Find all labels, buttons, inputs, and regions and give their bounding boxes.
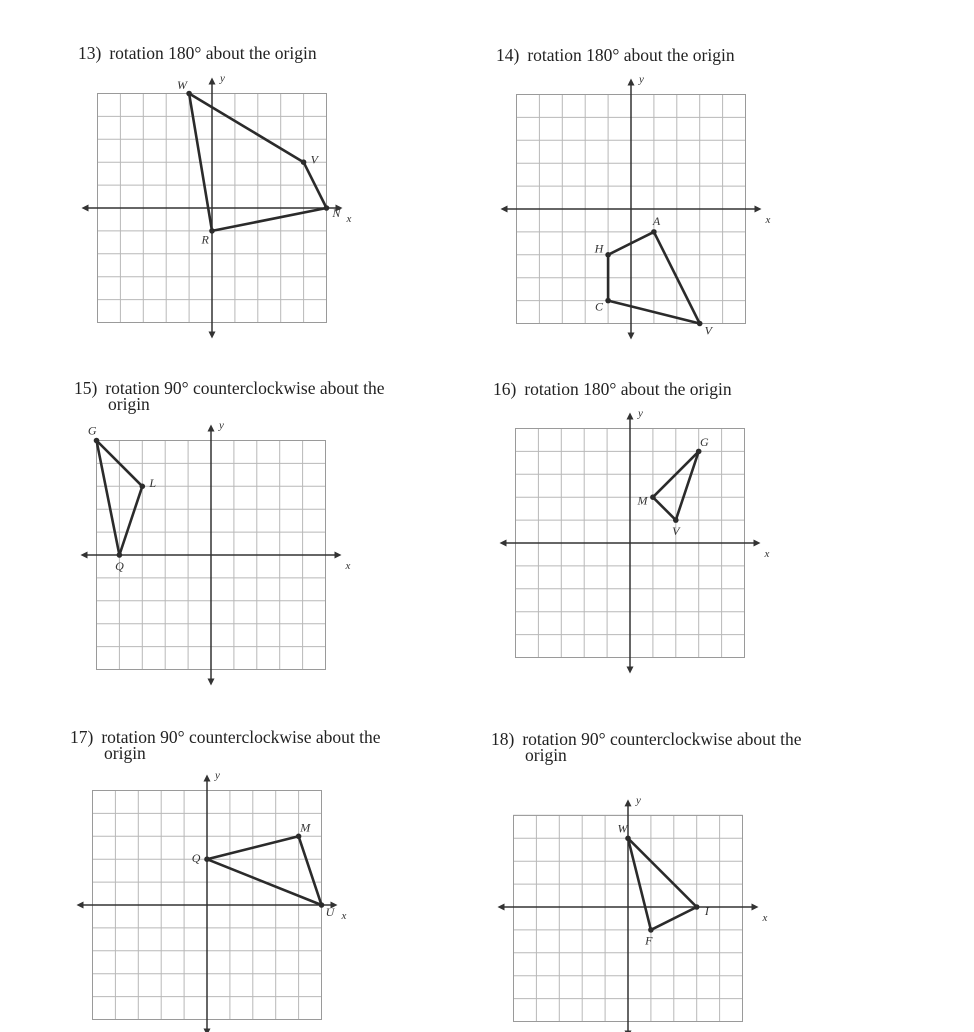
vertex-label: V — [704, 323, 712, 338]
y-axis-arrow-up — [625, 799, 632, 806]
problem-instruction-continued: origin — [108, 394, 150, 414]
vertex-label: F — [645, 933, 653, 948]
x-axis-label: x — [764, 548, 770, 560]
vertex-label: W — [176, 78, 187, 93]
vertex-label: G — [700, 434, 709, 449]
figure-edge — [628, 838, 697, 907]
vertex-point — [694, 904, 700, 910]
vertex-label: A — [652, 214, 661, 229]
x-axis-label: x — [345, 560, 351, 572]
problem-instruction: rotation 90° counterclockwise about the — [105, 378, 385, 398]
problem-number: 16) — [493, 379, 517, 399]
problem-instruction-continued: origin — [525, 745, 567, 765]
problem-number: 14) — [496, 45, 520, 65]
x-axis-label: x — [346, 213, 352, 225]
x-axis-arrow-left — [498, 904, 505, 911]
vertex-label: M — [300, 820, 311, 835]
y-axis-label: y — [215, 769, 220, 782]
vertex-label: Q — [191, 850, 201, 865]
problem-number: 15) — [74, 378, 98, 398]
vertex-label: M — [637, 493, 648, 508]
y-axis-label: y — [219, 419, 224, 432]
x-axis-label: x — [765, 214, 771, 226]
vertex-label: C — [594, 299, 603, 314]
vertex-point — [648, 927, 654, 933]
vertex-label: H — [594, 241, 604, 256]
y-axis-label: y — [220, 72, 225, 85]
vertex-label: R — [201, 232, 209, 247]
vertex-label: W — [617, 821, 628, 836]
problem-instruction-continued: origin — [104, 743, 146, 763]
y-axis-label: y — [638, 407, 643, 420]
problem-number: 18) — [491, 729, 515, 749]
vertex-label: L — [149, 475, 157, 490]
x-axis-label: x — [762, 912, 768, 924]
problem-instruction: rotation 90° counterclockwise about the — [101, 727, 381, 747]
x-axis-arrow-right — [752, 904, 759, 911]
vertex-label: G — [87, 423, 97, 438]
problem-number: 17) — [70, 727, 94, 747]
problem-number: 13) — [78, 43, 102, 63]
vertex-label: I — [704, 904, 709, 919]
problem-instruction: rotation 180° about the origin — [109, 43, 317, 63]
vertex-label: V — [672, 524, 680, 539]
problem-instruction: rotation 90° counterclockwise about the — [522, 729, 802, 749]
vertex-label: Q — [115, 559, 124, 573]
vertex-label: V — [310, 152, 318, 167]
y-axis-label: y — [636, 794, 641, 807]
vertex-label: U — [325, 905, 335, 920]
problem-instruction: rotation 180° about the origin — [524, 379, 732, 399]
problem-instruction: rotation 180° about the origin — [527, 45, 735, 65]
vertex-label: N — [332, 205, 341, 220]
vertex-point — [625, 836, 631, 842]
x-axis-label: x — [341, 910, 347, 922]
y-axis-label: y — [639, 73, 644, 86]
